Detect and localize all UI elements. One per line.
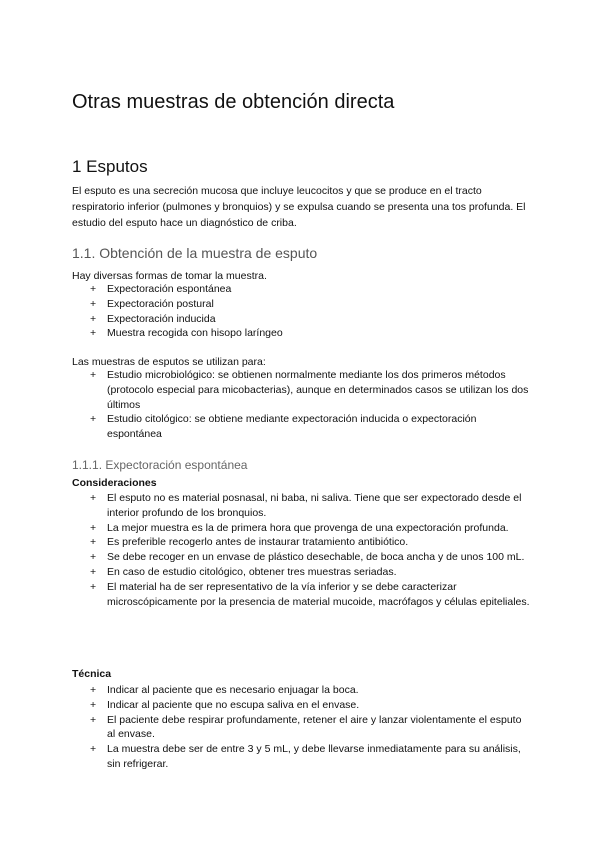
considerations-list [90,491,530,609]
list-item [90,565,530,580]
bullet-marker: + [90,713,97,726]
list-item [90,683,530,698]
bullet-marker: + [90,413,97,426]
list-item [90,312,530,327]
bullet-marker: + [90,684,97,696]
bullet-marker: + [90,551,97,564]
list-item [90,742,530,772]
page-title: Otras muestras de obtención directa [72,91,395,113]
bullet-marker: + [90,312,97,325]
list-item [90,412,530,442]
list-item-text: El material ha de ser representativo de la vía inferior y se debe caracterizar microscópicamente por la presencia de material mucoide, macrófagos y células epiteliales. [107,580,530,608]
list-item-text: Se debe recoger en un envase de plástico desechable, de boca ancha y de unos 100 mL. [107,551,525,564]
forms-intro: Hay diversas formas de tomar la muestra. [72,270,267,282]
section-heading: 1 Esputos [72,157,148,176]
uses-list [90,368,530,442]
list-item [90,282,530,297]
list-item [90,368,530,412]
list-item-text: Muestra recogida con hisopo laríngeo [107,327,283,340]
bullet-marker: + [90,521,97,534]
bullet-marker: + [90,580,97,593]
bullet-marker: + [90,369,97,381]
list-item-text: Indicar al paciente que no escupa saliva en el envase. [107,698,360,711]
technique-title: Técnica [72,668,112,680]
intro-paragraph: El esputo es una secreción mucosa que incluye leucocitos y que se produce en el tracto respiratorio inferior (pulmones y bronquios) y se expulsa cuando se presenta una tos profunda. El estudio del esputo hace un diagnóstico de criba. [72,185,526,229]
subsection-heading: 1.1. Obtención de la muestra de esputo [72,245,318,261]
list-item-text: Expectoración espontánea [107,283,232,295]
list-item [90,521,530,536]
list-item-text: Expectoración inducida [107,312,216,325]
list-item [90,713,530,743]
forms-list [90,282,530,341]
technique-list [90,683,530,772]
list-item-text: Estudio microbiológico: se obtienen normalmente mediante los dos primeros métodos (protocolo especial para micobacterias), aunque en determinados casos se utilizan los dos últimos [107,369,529,411]
list-item [90,698,530,713]
list-item-text: Indicar al paciente que es necesario enjuagar la boca. [107,684,359,696]
bullet-marker: + [90,743,97,756]
list-item [90,326,530,341]
subsubsection-heading: 1.1.1. Expectoración espontánea [72,458,248,472]
list-item-text: La mejor muestra es la de primera hora que provenga de una expectoración profunda. [107,521,509,534]
list-item [90,491,530,521]
list-item-text: Es preferible recogerlo antes de instaurar tratamiento antibiótico. [107,536,409,549]
list-item-text: El esputo no es material posnasal, ni baba, ni saliva. Tiene que ser expectorado desde el interior profundo de los bronquios. [107,492,522,519]
list-item-text: La muestra debe ser de entre 3 y 5 mL, y debe llevarse inmediatamente para su análisis, sin refrigerar. [107,743,521,770]
list-item [90,535,530,550]
list-item [90,297,530,312]
list-item [90,550,530,565]
bullet-marker: + [90,492,97,504]
list-item-text: El paciente debe respirar profundamente, retener el aire y lanzar violentamente el esputo al envase. [107,713,522,741]
bullet-marker: + [90,327,97,340]
list-item-text: Estudio citológico: se obtiene mediante expectoración inducida o expectoración espontánea [107,413,477,441]
considerations-title: Consideraciones [72,477,157,489]
bullet-marker: + [90,536,97,549]
list-item [90,580,530,610]
bullet-marker: + [90,698,97,711]
bullet-marker: + [90,297,97,310]
bullet-marker: + [90,565,97,578]
uses-intro: Las muestras de esputos se utilizan para: [72,356,266,368]
bullet-marker: + [90,283,97,295]
list-item-text: En caso de estudio citológico, obtener tres muestras seriadas. [107,565,397,578]
list-item-text: Expectoración postural [107,297,214,310]
